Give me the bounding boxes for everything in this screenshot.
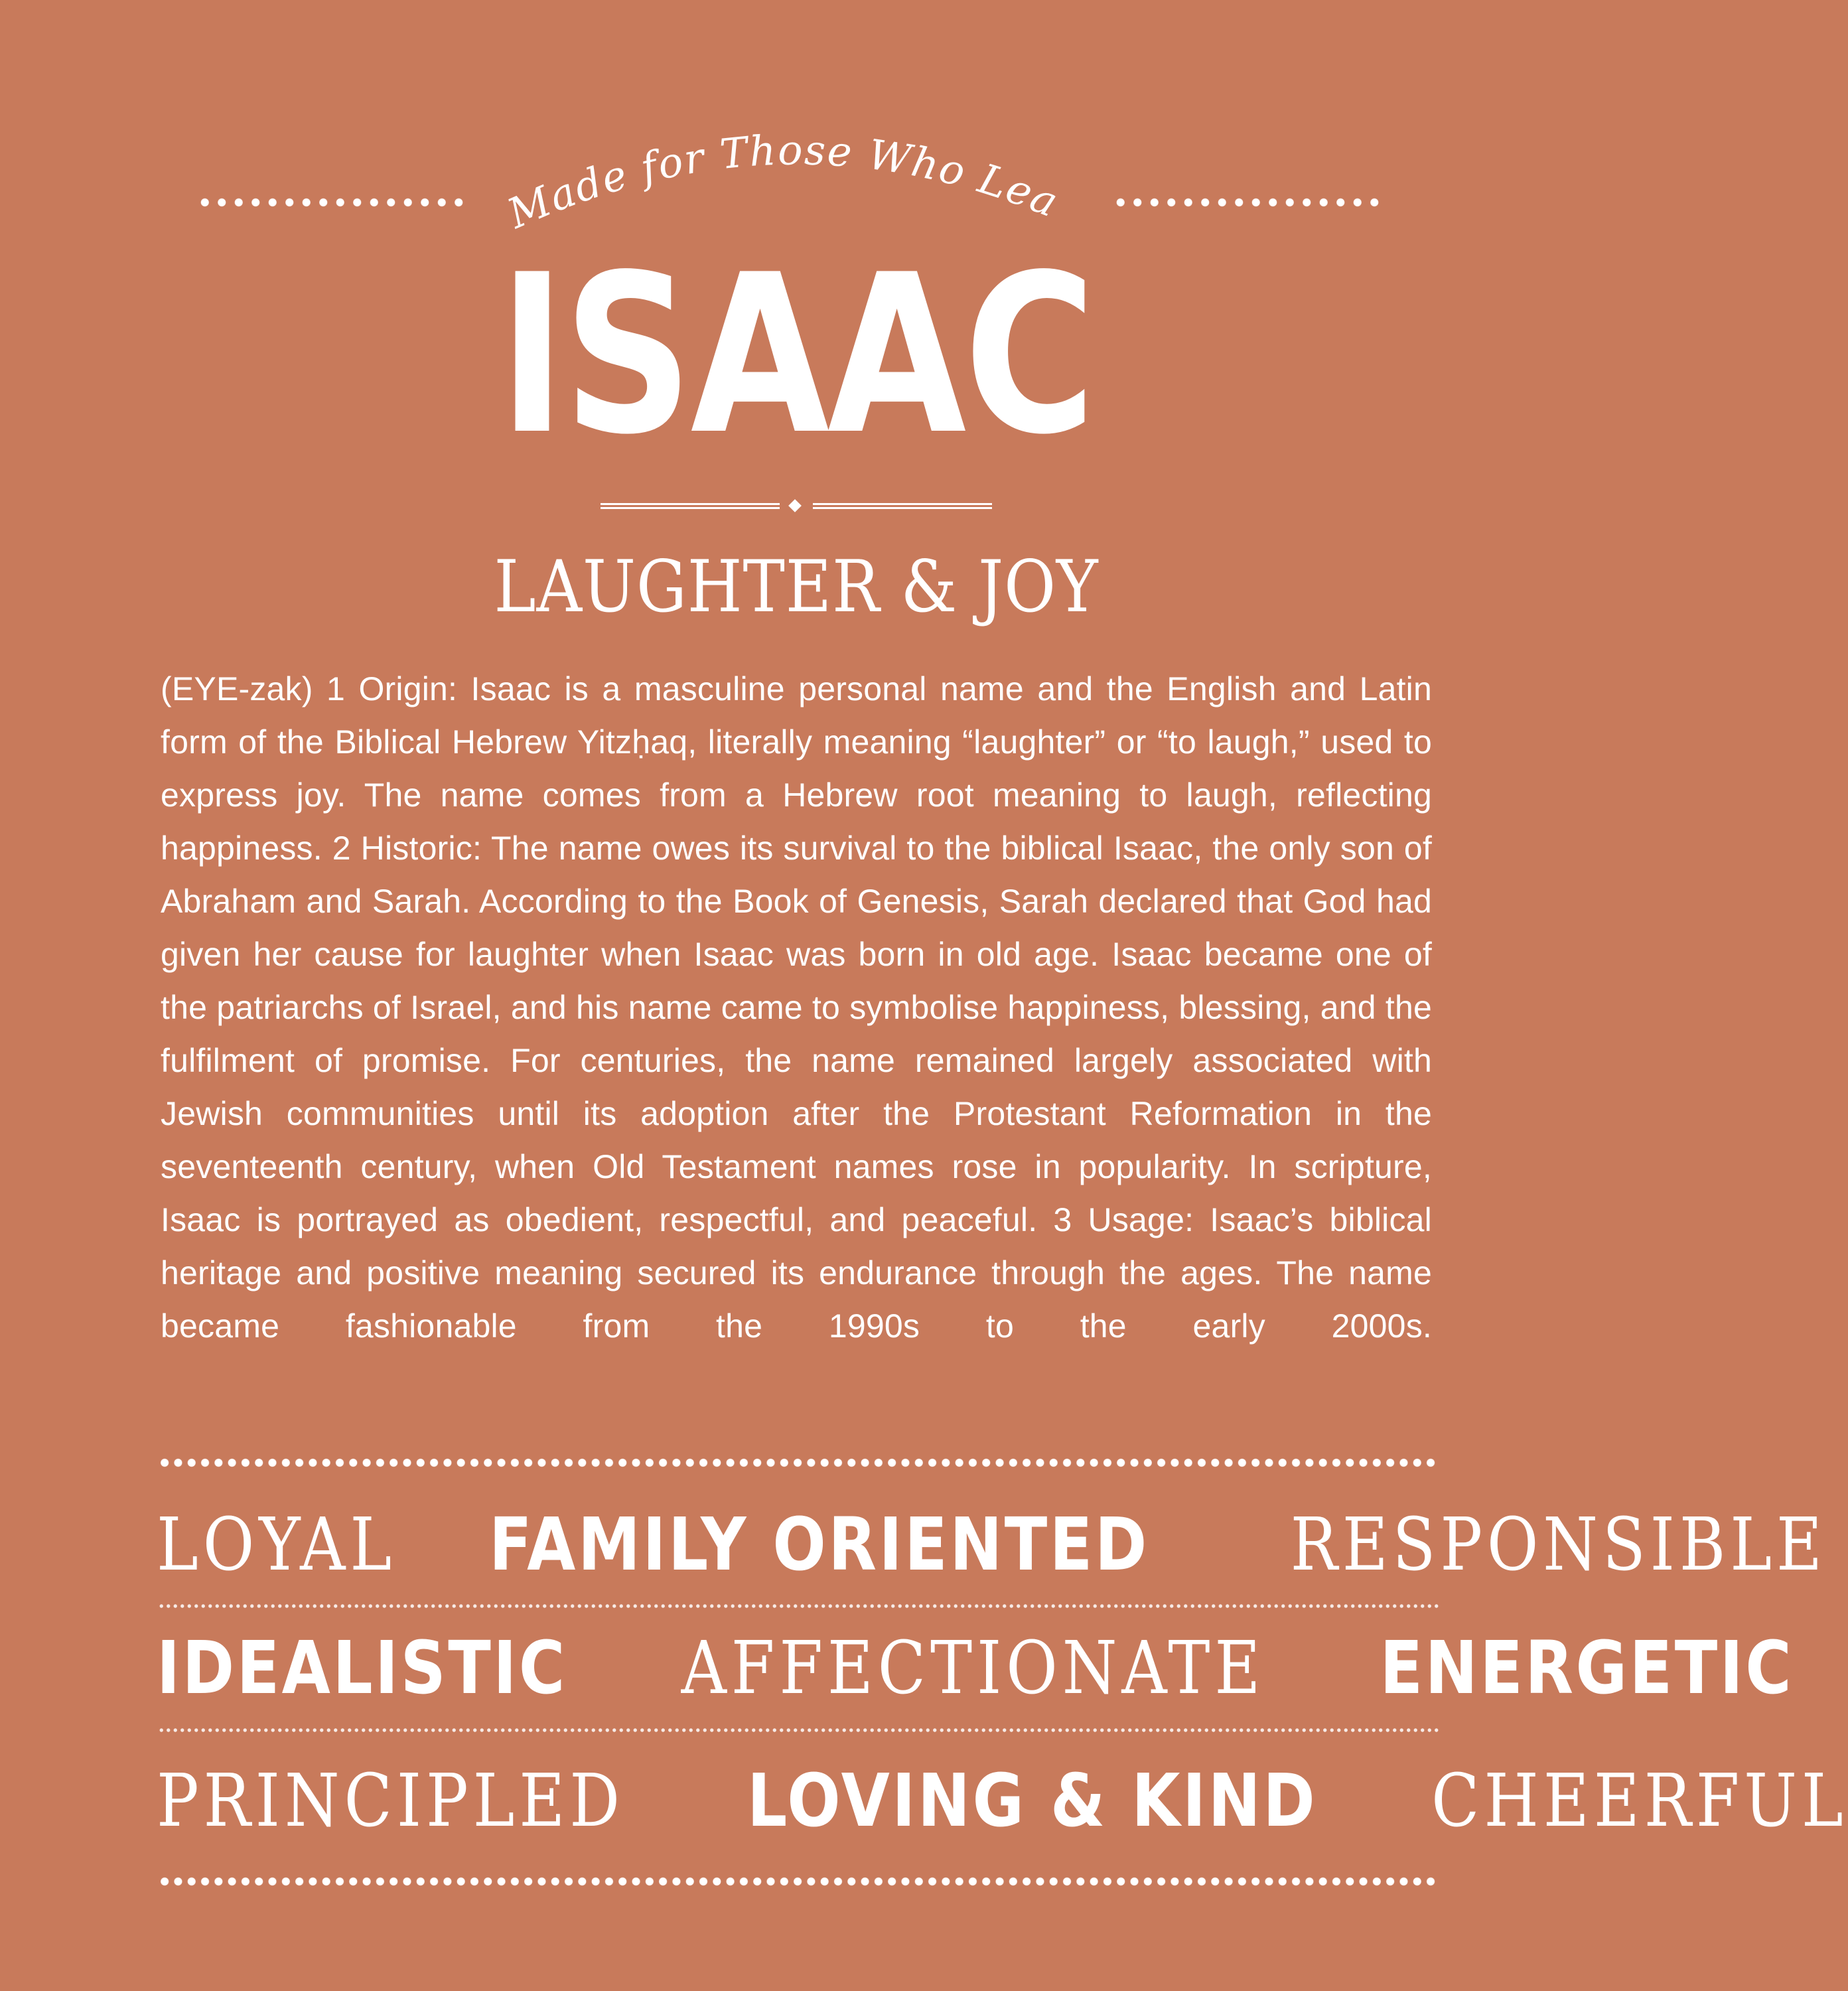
ornament-line-right: [813, 503, 992, 509]
tagline-dots-left: [196, 198, 467, 207]
tagline-arc: [477, 74, 1102, 246]
name-title: ISAAC: [498, 228, 1094, 482]
trait-row: [157, 1757, 1848, 1844]
dotted-separator: [158, 1728, 1439, 1733]
trait-row: [157, 1625, 1794, 1711]
trait-word: RESPONSIBLE: [1290, 1502, 1827, 1587]
trait-row: [157, 1501, 1827, 1587]
trait-word: AFFECTIONATE: [681, 1625, 1265, 1710]
tagline-text: Made for Those Who Lead: [477, 74, 1066, 238]
trait-word: PRINCIPLED: [157, 1758, 624, 1843]
diamond-icon: [788, 499, 802, 512]
trait-word: CHEERFUL: [1431, 1758, 1848, 1843]
tagline-section: [0, 74, 1593, 238]
dotted-separator: [158, 1876, 1439, 1887]
trait-word: FAMILY ORIENTED: [488, 1502, 1149, 1587]
svg-text:Made for Those Who Lead: [477, 74, 1066, 238]
dotted-separator: [158, 1603, 1439, 1609]
dotted-separator: [158, 1457, 1439, 1468]
trait-word: LOYAL: [157, 1502, 397, 1587]
name-description: (EYE-zak) 1 Origin: Isaac is a masculine personal name and the English and Latin form of the Biblical Hebrew Yitzḥaq, literally meaning “laughter” or “to laugh,” used to express joy. The name comes from a Hebrew root meaning to laugh, reflecting happiness. 2 Historic: The name owes its survival to the biblical Isaac, the only son of Abraham and Sarah. According to the Book of Genesis, Sarah declared that God had given her cause for laughter when Isaac was born in old age. Isaac became one of the patriarchs of Israel, and his name came to symbolise happiness, blessing, and the fulfilment of promise. For centuries, the name remained largely associated with Jewish communities until its adoption after the Protestant Reformation in the seventeenth century, when Old Testament names rose in popularity. In scripture, Isaac is portrayed as obedient, respectful, and peaceful. 3 Usage: Isaac’s biblical heritage and positive meaning secured its endurance through the ages. The name became fashionable from the 1990s to the early 2000s.: [161, 670, 1432, 1345]
ornament-divider: [601, 500, 992, 516]
ornament-line-left: [601, 503, 780, 509]
trait-word: LOVING & KIND: [746, 1758, 1317, 1843]
name-meaning: LAUGHTER & JOY: [494, 546, 1099, 628]
tagline-dots-right: [1112, 198, 1383, 207]
trait-word: IDEALISTIC: [157, 1625, 567, 1710]
trait-word: ENERGETIC: [1380, 1625, 1794, 1710]
